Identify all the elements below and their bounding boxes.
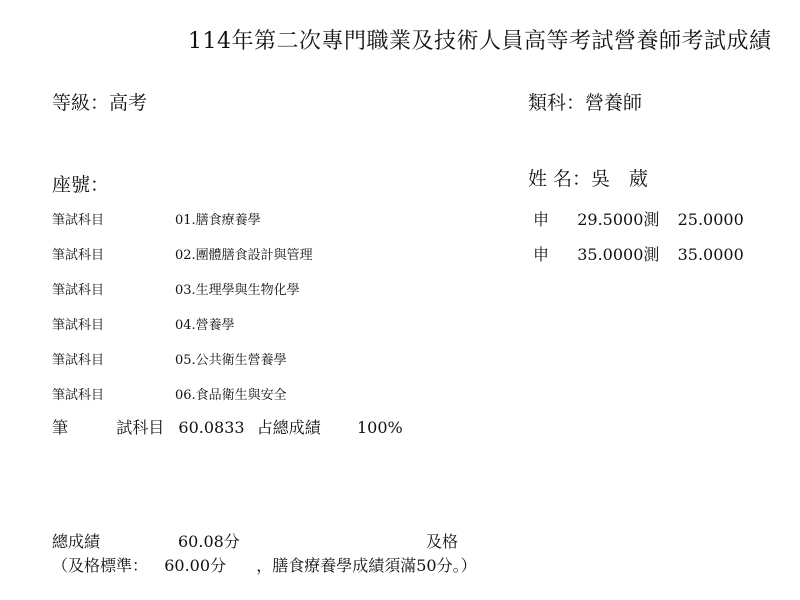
name-field	[528, 164, 648, 191]
subject-name: 01.膳食療養學	[175, 213, 261, 228]
total-result: 及格	[426, 532, 459, 551]
subject-type: 筆試科目	[52, 388, 105, 403]
score-value-2: 35.0000	[677, 245, 744, 264]
subject-type: 筆試科目	[52, 353, 105, 368]
score-value-1: 29.5000	[577, 210, 644, 229]
subject-name: 04.營養學	[175, 318, 235, 333]
score-row	[533, 242, 744, 265]
subject-name: 03.生理學與生物化學	[175, 283, 300, 298]
standard-open: （及格標準：	[52, 556, 149, 575]
score-row	[533, 207, 744, 230]
score-suffix: 測	[643, 210, 660, 229]
weight-label: 占總成績	[256, 418, 321, 437]
score-prefix: 申	[533, 245, 550, 264]
category-field	[528, 88, 642, 115]
grade-field	[52, 88, 147, 115]
seat-field	[52, 170, 109, 197]
standard-score: 60.00分	[164, 556, 227, 575]
subject-type: 筆試科目	[52, 213, 105, 228]
category-value: 營養師	[585, 92, 643, 114]
written-summary	[52, 415, 403, 438]
standard-note: ，膳食療養學成績須滿50分。）	[256, 556, 477, 575]
grade-label: 等級：	[52, 92, 110, 114]
grade-value: 高考	[109, 92, 148, 114]
pass-standard	[52, 553, 477, 576]
subject-name: 05.公共衛生營養學	[175, 353, 287, 368]
total-label: 總成績	[52, 532, 101, 551]
subject-name: 06.食品衛生與安全	[175, 388, 287, 403]
total-score: 60.08分	[178, 532, 240, 551]
written-label-b: 試科目	[116, 418, 165, 437]
subject-name: 02.團體膳食設計與管理	[175, 248, 313, 263]
written-score: 60.0833	[178, 418, 245, 437]
name-label: 姓 名：	[528, 168, 592, 190]
name-value: 吳 葳	[591, 168, 649, 190]
subject-type: 筆試科目	[52, 283, 105, 298]
weight-value: 100%	[356, 418, 403, 437]
seat-label: 座號：	[52, 174, 110, 196]
document-title: 114年第二次專門職業及技術人員高等考試營養師考試成績	[188, 29, 772, 54]
subject-type: 筆試科目	[52, 318, 105, 333]
written-label-a: 筆	[52, 418, 69, 437]
score-value-1: 35.0000	[577, 245, 644, 264]
subject-type: 筆試科目	[52, 248, 105, 263]
score-prefix: 申	[533, 210, 550, 229]
category-label: 類科：	[528, 92, 586, 114]
score-suffix: 測	[643, 245, 660, 264]
score-value-2: 25.0000	[677, 210, 744, 229]
